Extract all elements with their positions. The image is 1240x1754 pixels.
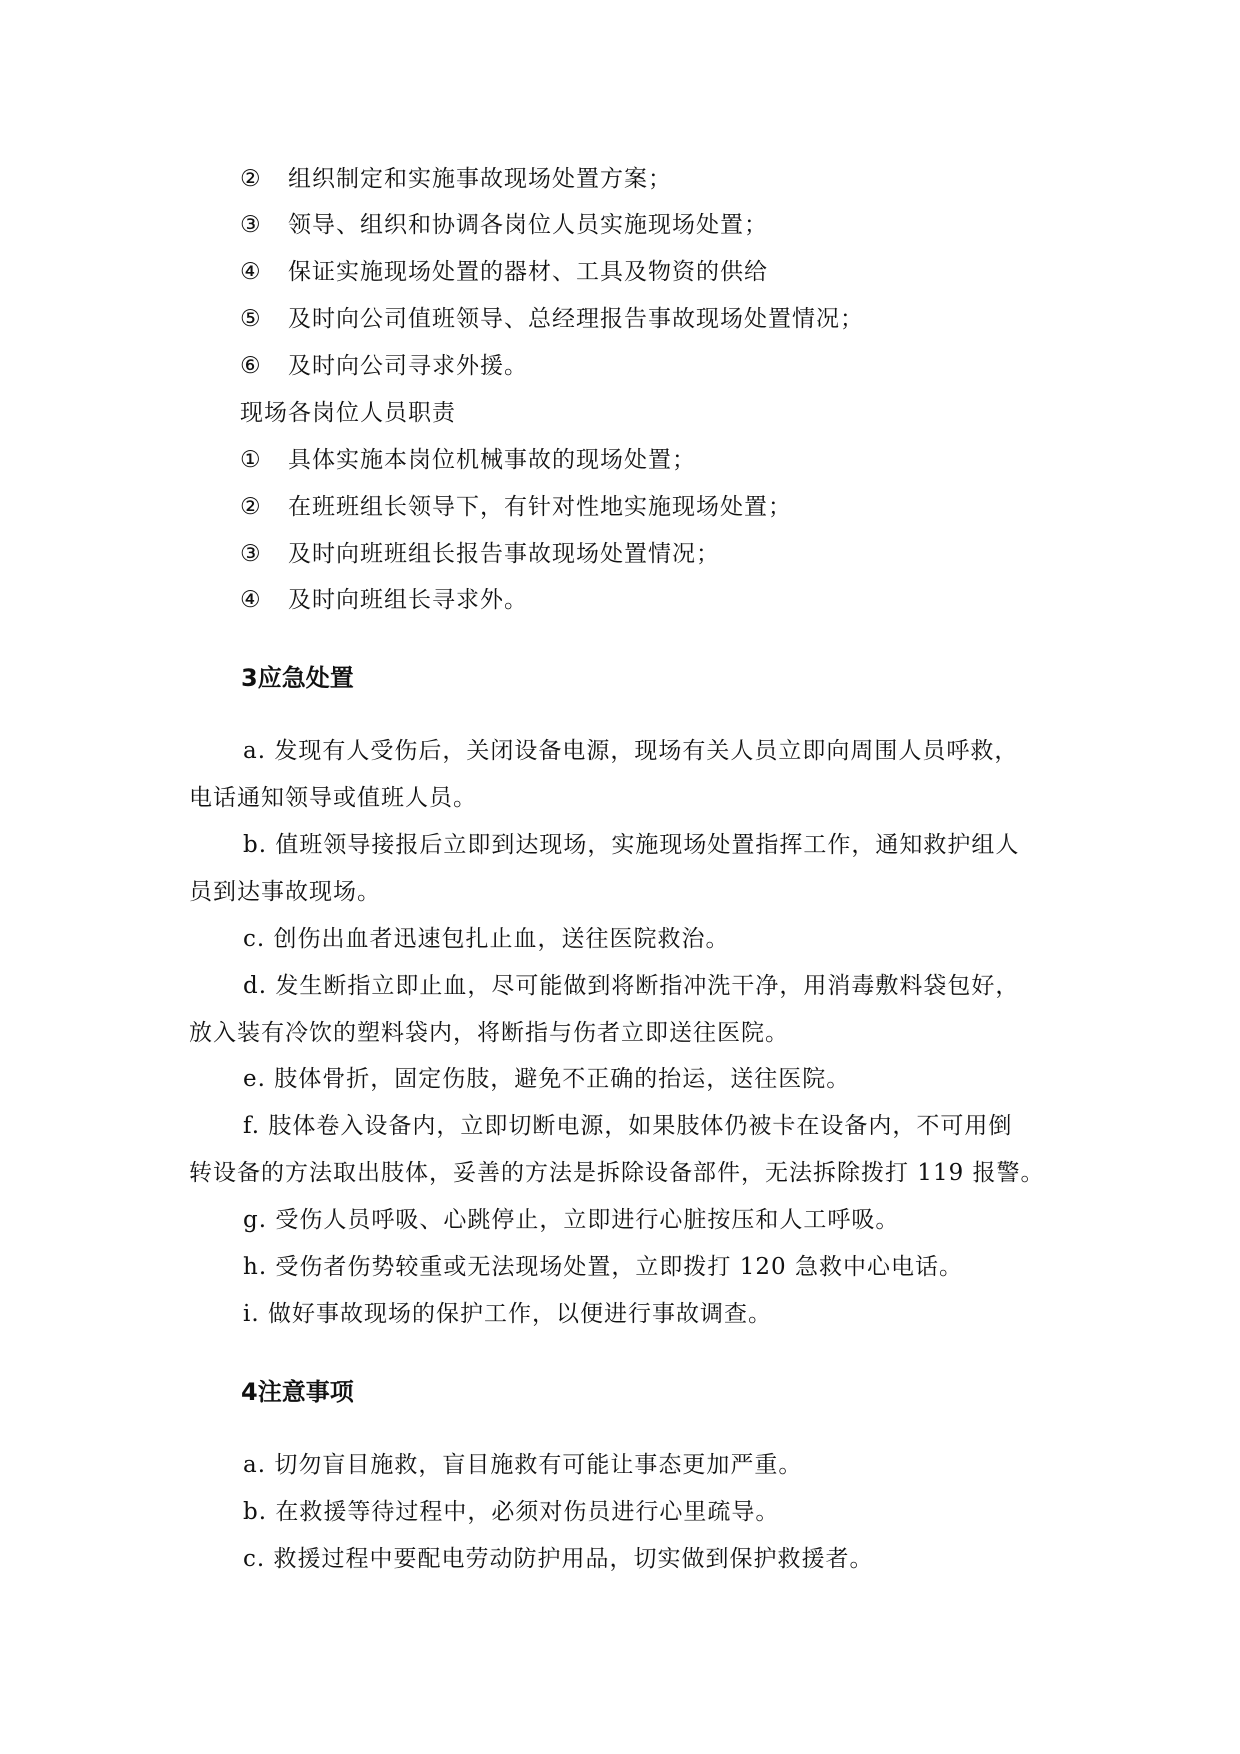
list-number: ① bbox=[240, 447, 262, 473]
list-text: 及时向公司寻求外援。 bbox=[288, 353, 528, 379]
paragraph-line: 电话通知领导或值班人员。 bbox=[189, 785, 477, 811]
list-text: 领导、组织和协调各岗位人员实施现场处置； bbox=[288, 212, 768, 238]
paragraph-line: c. 创伤出血者迅速包扎止血，送往医院救治。 bbox=[243, 926, 730, 952]
list-text: 保证实施现场处置的器材、工具及物资的供给 bbox=[288, 259, 768, 285]
list-number: ② bbox=[240, 166, 262, 192]
list-number: ⑥ bbox=[240, 353, 262, 379]
paragraph-line: a. 发现有人受伤后，关闭设备电源，现场有关人员立即向周围人员呼救， bbox=[243, 738, 1019, 764]
paragraph-line: e. 肢体骨折，固定伤肢，避免不正确的抬运，送往医院。 bbox=[243, 1066, 851, 1092]
list-number: ④ bbox=[240, 259, 262, 285]
list-item bbox=[240, 585, 528, 615]
paragraph-line: 员到达事故现场。 bbox=[189, 879, 381, 905]
paragraph-line: b. 值班领导接报后立即到达现场，实施现场处置指挥工作，通知救护组人 bbox=[243, 832, 1020, 858]
paragraph-line: g. 受伤人员呼吸、心跳停止，立即进行心脏按压和人工呼吸。 bbox=[243, 1207, 900, 1233]
list-text: 及时向公司值班领导、总经理报告事故现场处置情况； bbox=[288, 306, 864, 332]
list-number: ④ bbox=[240, 587, 262, 613]
list-number: ⑤ bbox=[240, 306, 262, 332]
list-text: 及时向班班组长报告事故现场处置情况； bbox=[288, 541, 720, 567]
section-heading: 4注意事项 bbox=[241, 1378, 354, 1406]
paragraph-line: b. 在救援等待过程中，必须对伤员进行心里疏导。 bbox=[243, 1499, 780, 1525]
paragraph-line: h. 受伤者伤势较重或无法现场处置，立即拨打 120 急救中心电话。 bbox=[243, 1254, 963, 1280]
paragraph-line: 转设备的方法取出肢体，妥善的方法是拆除设备部件，无法拆除拨打 119 报警。 bbox=[189, 1160, 1045, 1186]
list-text: 具体实施本岗位机械事故的现场处置； bbox=[288, 447, 696, 473]
list-number: ② bbox=[240, 494, 262, 520]
list-item bbox=[240, 351, 528, 381]
list-item bbox=[240, 210, 768, 240]
paragraph-line: c. 救援过程中要配电劳动防护用品，切实做到保护救援者。 bbox=[243, 1546, 874, 1572]
staff-duties-heading: 现场各岗位人员职责 bbox=[240, 400, 456, 426]
list-text: 在班班组长领导下，有针对性地实施现场处置； bbox=[288, 494, 792, 520]
list-item bbox=[240, 539, 720, 569]
list-item bbox=[240, 257, 768, 287]
list-item bbox=[240, 304, 864, 334]
list-text: 组织制定和实施事故现场处置方案； bbox=[288, 166, 672, 192]
list-text: 及时向班组长寻求外。 bbox=[288, 587, 528, 613]
list-number: ③ bbox=[240, 212, 262, 238]
paragraph-line: i. 做好事故现场的保护工作，以便进行事故调查。 bbox=[243, 1301, 772, 1327]
list-item bbox=[240, 445, 696, 475]
paragraph-line: a. 切勿盲目施救，盲目施救有可能让事态更加严重。 bbox=[243, 1452, 803, 1478]
paragraph-line: 放入装有冷饮的塑料袋内，将断指与伤者立即送往医院。 bbox=[189, 1020, 789, 1046]
paragraph-line: d. 发生断指立即止血，尽可能做到将断指冲洗干净，用消毒敷料袋包好， bbox=[243, 973, 1020, 999]
list-number: ③ bbox=[240, 541, 262, 567]
list-item bbox=[240, 492, 792, 522]
paragraph-line: f. 肢体卷入设备内，立即切断电源，如果肢体仍被卡在设备内，不可用倒 bbox=[243, 1113, 1013, 1139]
list-item bbox=[240, 164, 672, 194]
section-heading: 3应急处置 bbox=[241, 664, 354, 692]
